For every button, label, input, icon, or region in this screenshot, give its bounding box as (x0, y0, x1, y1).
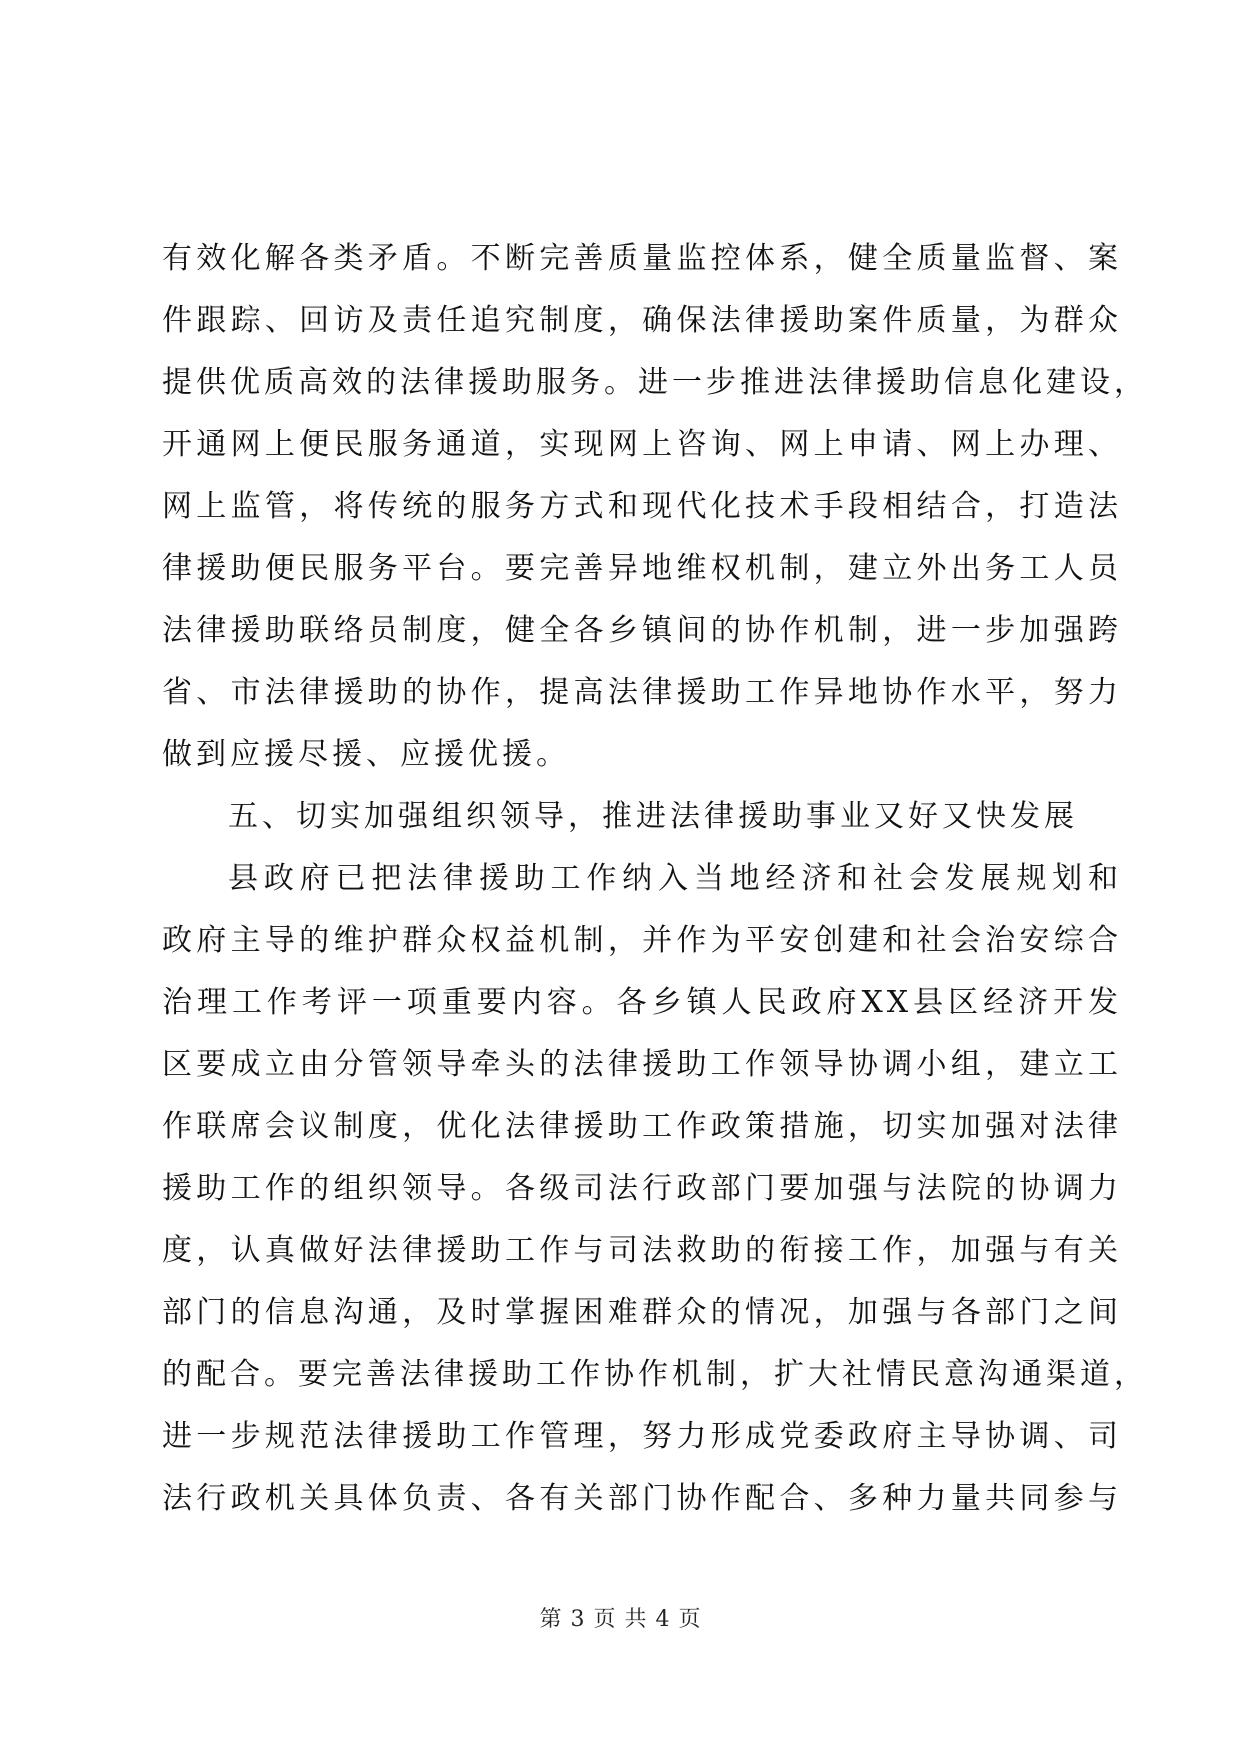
paragraph-line: 援助工作的组织领导。各级司法行政部门要加强与法院的协调力 (162, 1171, 1122, 1206)
paragraph-line: 区要成立由分管领导牵头的法律援助工作领导协调小组，建立工 (162, 1047, 1122, 1082)
paragraph-line: 法律援助联络员制度，健全各乡镇间的协作机制，进一步加强跨 (162, 613, 1122, 648)
paragraph-line: 开通网上便民服务通道，实现网上咨询、网上申请、网上办理、 (162, 427, 1122, 462)
section-heading: 五、切实加强组织领导，推进法律援助事业又好又快发展 (228, 799, 1078, 834)
paragraph-line: 有效化解各类矛盾。不断完善质量监控体系，健全质量监督、案 (162, 241, 1122, 276)
paragraph-line: 县政府已把法律援助工作纳入当地经济和社会发展规划和 (228, 861, 1122, 896)
paragraph-line: 省、市法律援助的协作，提高法律援助工作异地协作水平，努力 (162, 675, 1122, 710)
paragraph-line: 的配合。要完善法律援助工作协作机制，扩大社情民意沟通渠道， (162, 1357, 1148, 1392)
paragraph-line: 法行政机关具体负责、各有关部门协作配合、多种力量共同参与 (162, 1481, 1122, 1516)
paragraph-line: 治理工作考评一项重要内容。各乡镇人民政府XX县区经济开发 (162, 985, 1122, 1020)
paragraph-line: 做到应援尽援、应援优援。 (162, 737, 570, 772)
document-body (162, 228, 1148, 1530)
paragraph-line: 律援助便民服务平台。要完善异地维权机制，建立外出务工人员 (162, 551, 1122, 586)
paragraph-line: 作联席会议制度，优化法律援助工作政策措施，切实加强对法律 (162, 1109, 1122, 1144)
paragraph-line: 提供优质高效的法律援助服务。进一步推进法律援助信息化建设， (162, 365, 1148, 400)
page-number-footer: 第 3 页 共 4 页 (539, 1607, 702, 1632)
paragraph-line: 进一步规范法律援助工作管理，努力形成党委政府主导协调、司 (162, 1419, 1122, 1454)
paragraph-line: 部门的信息沟通，及时掌握困难群众的情况，加强与各部门之间 (162, 1295, 1122, 1330)
paragraph-line: 度，认真做好法律援助工作与司法救助的衔接工作，加强与有关 (162, 1233, 1122, 1268)
paragraph-line: 件跟踪、回访及责任追究制度，确保法律援助案件质量，为群众 (162, 303, 1122, 338)
paragraph-line: 政府主导的维护群众权益机制，并作为平安创建和社会治安综合 (162, 923, 1122, 958)
paragraph-line: 网上监管，将传统的服务方式和现代化技术手段相结合，打造法 (162, 489, 1122, 524)
